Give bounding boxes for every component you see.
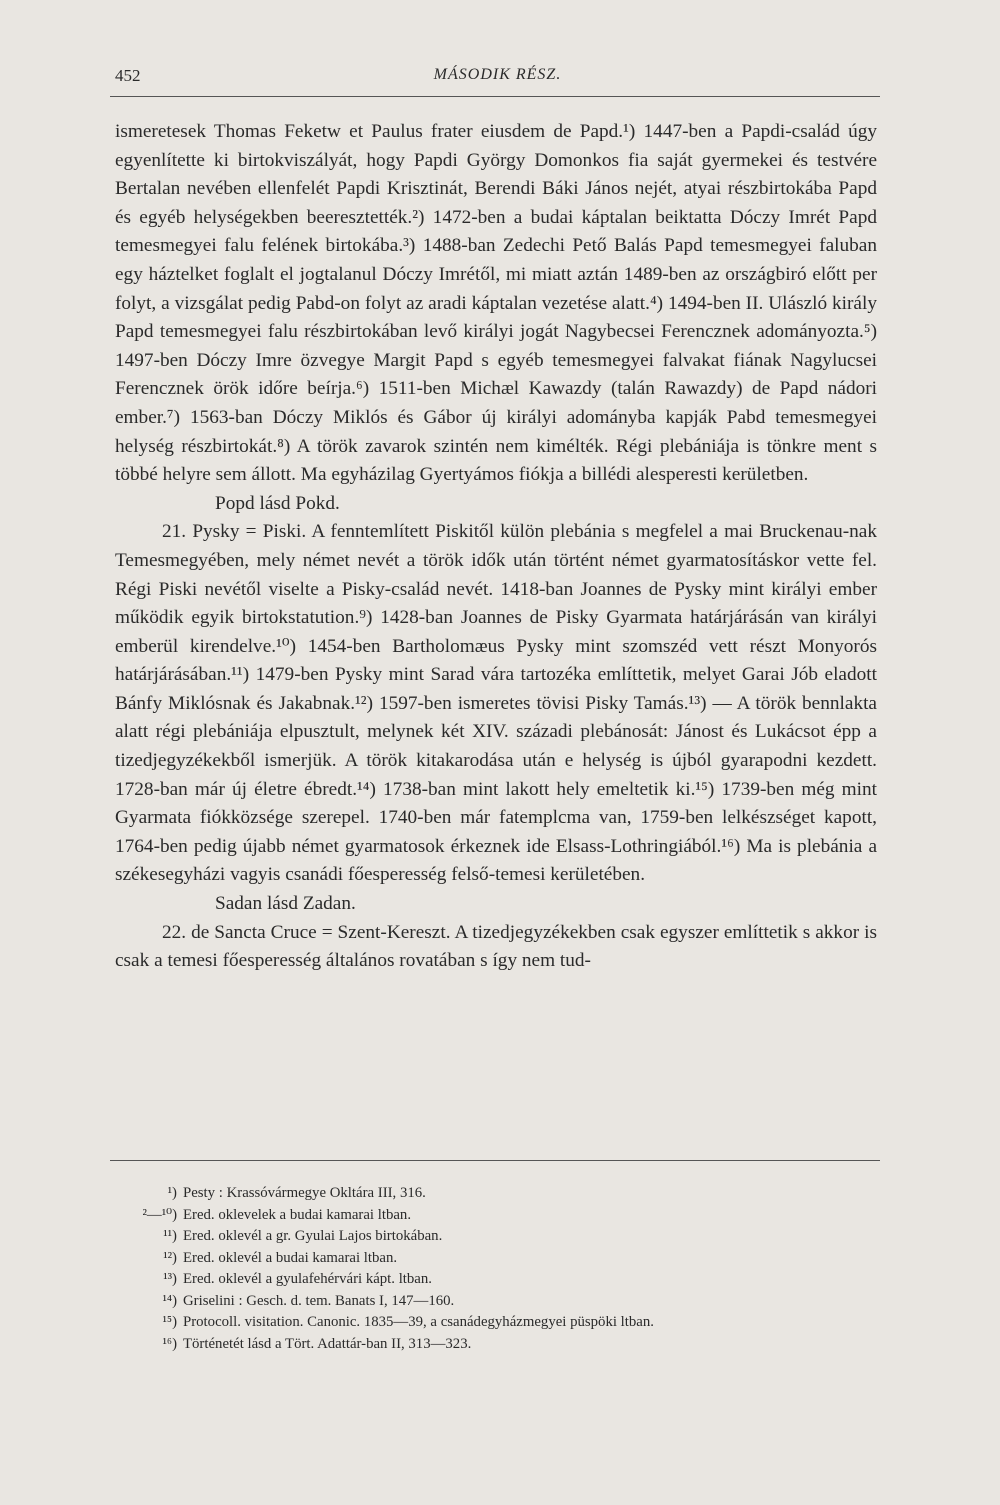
paragraph-papd: ismeretesek Thomas Feketw et Paulus frater eiusdem de Papd.¹) 1447-ben a Papdi-család úgy egyenlítette ki birtokviszályát, hogy Papdi György Domonkos fia saját gyermekei és testvére Bertalan nevében ellenfelét Papdi Krisztinát, Berendi Báki János nejét, atyai részbirtokába Papd és egyéb helységekben beeresztették.²) 1472-ben a budai káptalan beiktatta Dóczy Imrét Papd temesmegyei falu felének birtokába.³) 1488-ban Zedechi Pető Balás Papd temesmegyei faluban egy háztelket foglalt el jogtalanul Dóczy Imrétől, mi miatt aztán 1489-ben az országbiró előtt per folyt, a vizsgálat pedig Pabd-on folyt az aradi káptalan vezetése alatt.⁴) 1494-ben II. Ulászló király Papd temesmegyei falu részbirtokában levő királyi jogát Nagybecsei Ferencznek adományozta.⁵) 1497-ben Dóczy Imre özvegye Margit Papd s egyéb temesmegyei falvakat fiának Nagylucsei Ferencznek örök időre beírja.⁶) 1511-ben Michæl Kawazdy (talán Rawazdy) de Papd nádori ember.⁷) 1563-ban Dóczy Miklós és Gábor új királyi adományba kapják Pabd temesmegyei helység részbirtokát.⁸) A török zavarok szintén nem kimélték. Régi plebániája is tönkre ment s többé helyre sem állott. Ma egyházilag Gyertyámos fiókja a billédi alesperesti kerületben. <box>115 121 877 486</box>
page-number: 452 <box>115 66 141 85</box>
footnote-mark: ¹²) <box>163 1249 177 1266</box>
cross-reference-popd: Popd lásd Pokd. <box>215 492 340 514</box>
footnote-text: Ered. oklevél a budai kamarai ltban. <box>183 1249 398 1266</box>
footnote <box>135 1291 835 1313</box>
footnote-text: Ered. oklevél a gyulafehérvári kápt. ltban. <box>183 1271 432 1287</box>
footnote-text: Történetét lásd a Tört. Adattár-ban II, 313—323. <box>183 1335 472 1352</box>
footnote <box>135 1269 835 1291</box>
footnote-mark: ¹⁵) <box>162 1314 177 1330</box>
running-head: MÁSODIK RÉSZ. <box>433 66 562 83</box>
page-header <box>115 66 880 90</box>
footnote-text: Ered. oklevelek a budai kamarai ltban. <box>183 1206 412 1223</box>
paragraph-sancta-cruce: 22. de Sancta Cruce = Szent-Kereszt. A tizedjegyzékekben csak egyszer említtetik s akkor is csak a temesi főesperesség általános rovatában s így nem tud- <box>115 921 877 972</box>
header-rule <box>110 96 880 97</box>
footnote-mark: ¹¹) <box>163 1228 177 1244</box>
footnote-rule <box>110 1160 880 1161</box>
footnote <box>135 1226 835 1248</box>
footnote-text: Pesty : Krassóvármegye Okltára III, 316. <box>183 1185 426 1201</box>
footnote-text: Protocoll. visitation. Canonic. 1835—39, a csanádegyházmegyei püspöki ltban. <box>183 1314 654 1330</box>
footnote <box>135 1334 835 1356</box>
footnote <box>135 1312 835 1334</box>
footnote-mark: ²—¹⁰) <box>142 1206 177 1223</box>
footnote-mark: ¹⁶) <box>162 1335 177 1352</box>
paragraph-pysky: 21. Pysky = Piski. A fenntemlített Piskitől külön plebánia s megfelel a mai Bruckenau-nak Temesmegyében, mely német nevét a török idők után történt német gyarmatosításkor vette fel. Régi Piski nevétől viselte a Pisky-család nevét. 1418-ban Joannes de Pysky mint királyi ember működik egyik birtokstatution.⁹) 1428-ban Joannes de Pisky Gyarmata határjárásán van királyi emberül kirendelve.¹⁰) 1454-ben Bartholomæus Pysky mint szomszéd vett részt Monyorós határjárásában.¹¹) 1479-ben Pysky mint Sarad vára tartozéka említtetik, melyet Garai Jób eladott Bánfy Miklósnak és Jakabnak.¹²) 1597-ben ismeretes tövisi Pisky Tamás.¹³) — A török bennlakta alatt régi plebániája elpusztult, melynek két XIV. századi plebánosát: Jánost és Lukácsot épp a tizedjegyzékekből ismerjük. A török kitakarodása után e helység is újból gyarapodni kezdett. 1728-ban már új életre ébredt.¹⁴) 1738-ban mint lakott hely emeltetik ki.¹⁵) 1739-ben még mint Gyarmata fiókközsége szerepel. 1740-ben már fatemplcma van, 1759-ben lelkészséget kapott, 1764-ben pedig újabb német gyarmatosok érkeznek ide Elsass-Lothringiából.¹⁶) Ma is plebánia a székesegyházi vagyis csanádi főesperesség felső-temesi kerületében. <box>115 521 877 886</box>
footnote-mark: ¹⁴) <box>162 1292 177 1309</box>
footnote <box>135 1248 835 1270</box>
body-text <box>115 118 877 976</box>
footnotes <box>135 1183 835 1355</box>
footnote-text: Ered. oklevél a gr. Gyulai Lajos birtokában. <box>183 1228 443 1244</box>
footnote <box>135 1183 835 1205</box>
footnote-mark: ¹) <box>167 1185 177 1201</box>
footnote <box>135 1205 835 1227</box>
footnote-mark: ¹³) <box>163 1271 177 1287</box>
cross-reference-sadan: Sadan lásd Zadan. <box>215 893 356 915</box>
footnote-text: Griselini : Gesch. d. tem. Banats I, 147—160. <box>183 1292 455 1309</box>
